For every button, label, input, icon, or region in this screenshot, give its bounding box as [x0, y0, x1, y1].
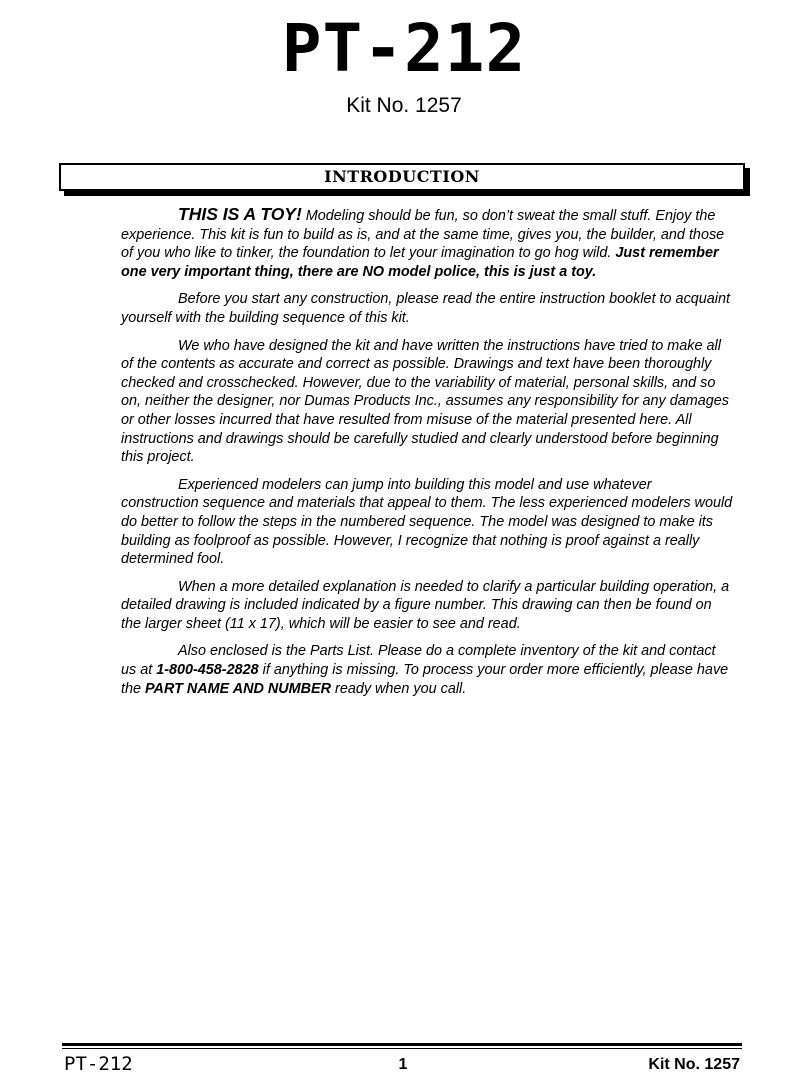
toy-lead-text: THIS IS A TOY!	[178, 204, 302, 224]
footer-rule-thick	[62, 1043, 742, 1046]
section-heading: INTRODUCTION	[324, 167, 480, 186]
intro-paragraph-4: Experienced modelers can jump into building this model and use whatever construction sequence and materials that appeal to them. The less experienced modelers would do better to follow the steps in the numbered sequence. The model was designed to make its building as foolproof as possible. However, I recognize that nothing is proof against a really determined fool.	[121, 476, 733, 568]
p6-text-1: Also enclosed is the Parts List. Please do a complete inventory of the kit and contact us at	[121, 643, 716, 679]
phone-number: 1-800-458-2828	[156, 662, 259, 679]
footer-kit-number: Kit No. 1257	[648, 1056, 740, 1073]
intro-paragraph-5: When a more detailed explanation is needed to clarify a particular building operation, a detailed drawing is included indicated by a figure number. This drawing can then be found on the larger sheet (11 x 17), which will be easier to see and read.	[121, 578, 730, 632]
introduction-body	[121, 205, 733, 707]
part-name-emphasis: PART NAME AND NUMBER	[145, 680, 332, 697]
p1-text: Modeling should be fun, so don’t sweat the small stuff. Enjoy the experience. This kit is fun to build as is, and at the same time, gives you, the builder, and those of you who like to tinker, the foundation to let your imagination to go hog wild.	[121, 208, 725, 262]
intro-paragraph-2: Before you start any construction, please read the entire instruction booklet to acquaint yourself with the building sequence of this kit.	[121, 291, 730, 326]
intro-paragraph-3: We who have designed the kit and have written the instructions have tried to make all of the contents as accurate and correct as possible. Drawings and text have been thoroughly checked and crosschecked. However, due to the variability of material, personal skills, and so on, neither the designer, nor Dumas Products Inc., assumes any responsibility for any damages or other losses incurred that have resulted from misuse of the material presented here. All instructions and drawings should be carefully studied and clearly understood before beginning this project.	[121, 337, 729, 466]
footer-page-number: 1	[398, 1056, 408, 1073]
p1-emphasis: Just remember one very important thing, there are NO model police, this is just a toy.	[121, 245, 719, 280]
p6-text-3: ready when you call.	[331, 680, 467, 697]
intro-paragraph-6	[121, 642, 733, 698]
intro-paragraph-1	[121, 205, 733, 281]
footer-model-name: PT-212	[64, 1053, 133, 1075]
section-heading-box	[59, 163, 745, 191]
kit-number-subtitle: Kit No. 1257	[346, 94, 462, 117]
footer-rule-thin	[62, 1048, 742, 1049]
page-title: PT-212	[281, 10, 527, 87]
p6-text-2: if anything is missing. To process your order more efficiently, please have the	[121, 662, 729, 697]
